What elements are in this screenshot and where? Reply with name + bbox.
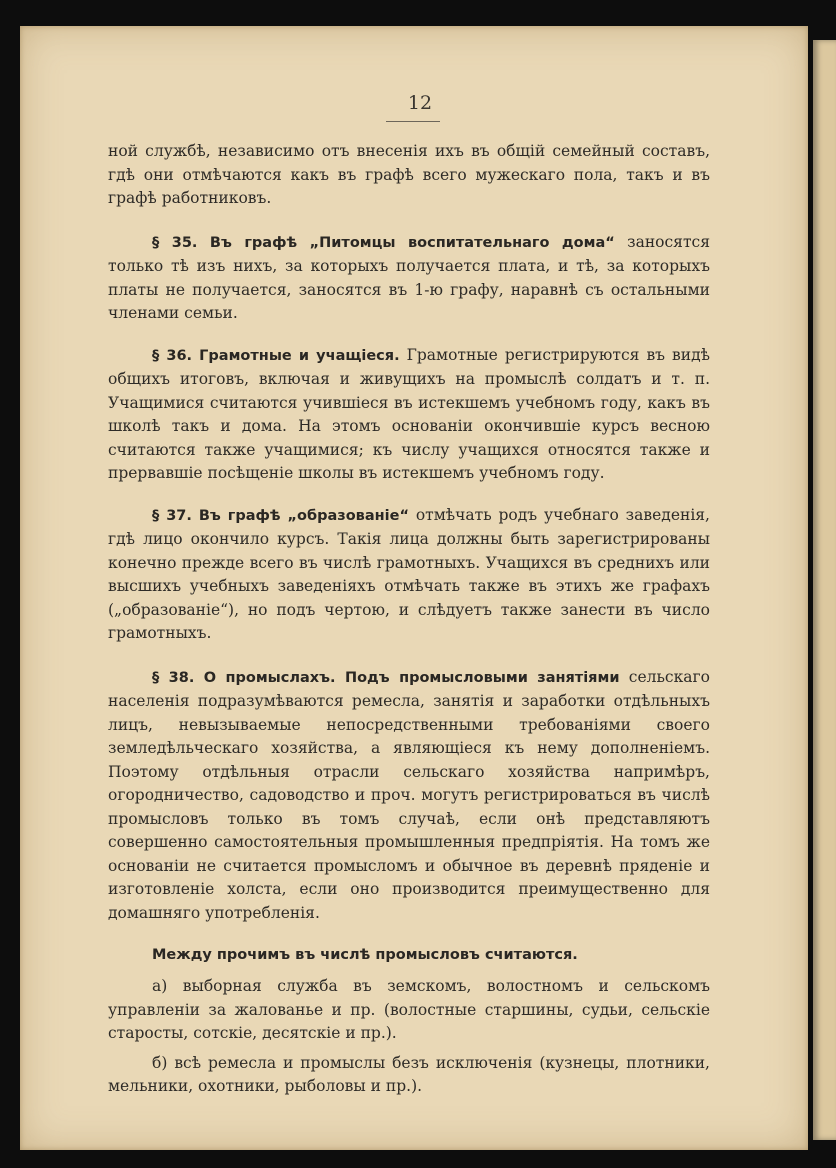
adjacent-page-edge — [813, 40, 836, 1140]
page-number-rule — [386, 121, 440, 122]
paragraph-continuation: ной службѣ, независимо отъ внесенія ихъ въ общій семейный составъ, гдѣ они отмѣчаются какъ въ графѣ всего мужескаго пола, такъ и въ графѣ работниковъ. — [108, 142, 710, 207]
page-text — [108, 140, 710, 1099]
section-36-body: Грамотные регистрируются въ видѣ общихъ итоговъ, включая и живущихъ на промыслѣ солдатъ и т. п. Учащимися считаются учившіеся въ истекшемъ учебномъ году, какъ въ школѣ такъ и дома. На этомъ основаніи окончившіе курсъ весною считаются также учащимися; къ числу учащихся относятся также и прервавшіе посѣщеніе школы въ истекшемъ учебномъ году. — [108, 345, 710, 482]
section-35 — [108, 231, 710, 326]
page-number: 12 — [407, 92, 433, 114]
section-36-heading: § 36. Грамотные и учащіеся. — [152, 347, 400, 364]
list-item-a: а) выборная служба въ земскомъ, волостномъ и сельскомъ управленіи за жалованье и пр. (волостные старшины, судьи, сельскіе старосты, сотскіе, десятскіе и пр.). — [108, 977, 710, 1042]
list-item-b: б) всѣ ремесла и промыслы безъ исключенія (кузнецы, плотники, мельники, охотники, рыболовы и пр.). — [108, 1053, 710, 1095]
section-37-body: отмѣчать родъ учебнаго заведенія, гдѣ лицо окончило курсъ. Такія лица должны быть зарегистрированы конечно прежде всего въ числѣ грамотныхъ. Учащихся въ среднихъ или высшихъ учебныхъ заведеніяхъ отмѣчать также въ этихъ же графахъ („образованіе“), но подъ чертою, и слѣдуетъ также занести въ число грамотныхъ. — [108, 505, 710, 642]
section-38-heading: § 38. О промыслахъ. Подъ промысловыми занятіями — [152, 669, 620, 686]
section-38-body: сельскаго населенія подразумѣваются ремесла, занятія и заработки отдѣльныхъ лицъ, невызываемые непосредственными требованіями своего земледѣльческаго хозяйства, а являющіеся къ нему дополненіемъ. Поэтому отдѣльныя отрасли сельскаго хозяйства напримѣръ, огородничество, садоводство и проч. могутъ регистрироваться въ числѣ промысловъ только въ томъ случаѣ, если онѣ представляютъ совершенно самостоятельныя промышленныя предпріятія. На томъ же основаніи не считается промысломъ и обычное въ деревнѣ пряденіе и изготовленіе холста, если оно производится преимущественно для домашняго употребленія. — [108, 667, 710, 922]
subheading-trades-list: Между прочимъ въ числѣ промысловъ считаются. — [152, 947, 578, 963]
section-35-heading: § 35. Въ графѣ „Питомцы воспитательнаго дома“ — [152, 234, 615, 251]
section-36 — [108, 344, 710, 486]
section-37-heading: § 37. Въ графѣ „образованіе“ — [152, 507, 409, 524]
section-35-body: заносятся только тѣ изъ нихъ, за которыхъ получается плата, и тѣ, за которыхъ платы не получается, заносятся въ 1-ю графу, наравнѣ съ остальными членами семьи. — [108, 232, 710, 322]
section-38 — [108, 666, 710, 926]
section-37 — [108, 504, 710, 646]
